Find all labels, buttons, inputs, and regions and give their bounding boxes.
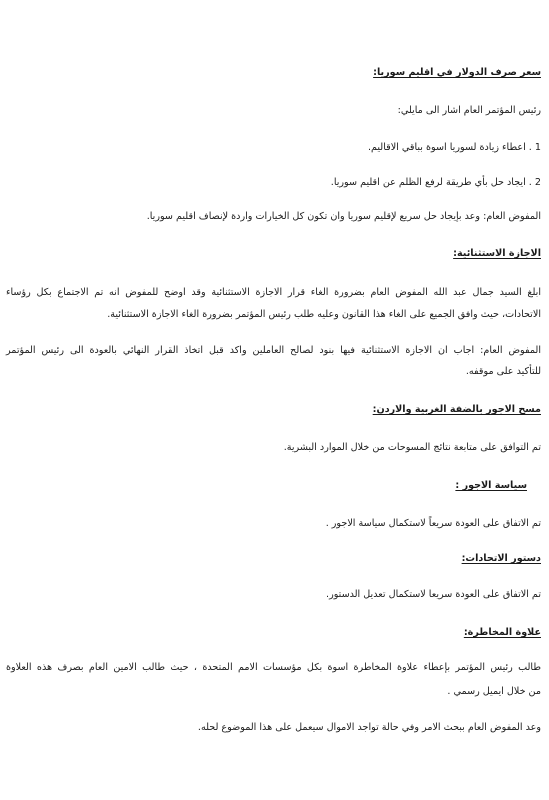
- paragraph-commissioner-answer-line-1: المفوض العام: اجاب ان الاجازة الاستثنائية فيها بنود لصالح العاملين واكد قبل اتخاذ القرار النهائي بالعودة الى رئيس المؤتمر: [6, 345, 541, 356]
- paragraph-unions-constitution: تم الاتفاق على العودة سريعا لاستكمال تعديل الدستور.: [326, 589, 541, 600]
- section-heading-exceptional-leave: الاجازة الاستثنائية:: [453, 248, 541, 259]
- section-heading-wage-survey: مسح الاجور بالضفة الغربية والاردن:: [372, 404, 541, 415]
- paragraph-conference-intro: رئيس المؤتمر العام اشار الى مايلي:: [397, 105, 541, 116]
- paragraph-commissioner-promise: وعد المفوض العام ببحث الامر وفي حالة تواجد الاموال سيعمل على هذا الموضوع لحله.: [197, 722, 541, 733]
- list-item-1: 1 . اعطاء زيادة لسوريا اسوة بباقي الاقاليم.: [367, 142, 541, 153]
- section-heading-wage-policy: سياسة الاجور :: [455, 480, 527, 491]
- paragraph-wage-policy: تم الاتفاق على العودة سريعاً لاستكمال سياسة الاجور .: [325, 518, 541, 529]
- paragraph-commissioner-response: المفوض العام: وعد بإيجاد حل سريع لإقليم سوريا وان تكون كل الخيارات واردة لإنصاف اقليم سوريا.: [146, 211, 541, 222]
- paragraph-leave-line-2: الاتحادات، حيث وافق الجميع على الغاء هذا القانون وعليه طلب رئيس المؤتمر بضرورة الغاء الاجازة الاستثنائية.: [107, 309, 541, 320]
- list-item-2: 2 . ايجاد حل بأي طريقة لرفع الظلم عن اقليم سوريا.: [330, 177, 541, 188]
- paragraph-risk-allowance-line-2: من خلال ايميل رسمي .: [447, 686, 541, 697]
- section-heading-risk-allowance: علاوة المخاطرة:: [463, 627, 541, 638]
- section-heading-dollar-exchange: سعر صرف الدولار في اقليم سوريا:: [373, 67, 541, 78]
- section-heading-unions-constitution: دستور الاتحادات:: [461, 553, 541, 564]
- paragraph-risk-allowance-line-1: طالب رئيس المؤتمر بإعطاء علاوة المخاطرة اسوة بكل مؤسسات الامم المتحدة ، حيث طالب الامين العام بصرف هذه العلاوة: [6, 662, 541, 673]
- paragraph-commissioner-answer-line-2: للتأكيد على موقفه.: [465, 366, 541, 377]
- paragraph-leave-line-1: ابلغ السيد جمال عبد الله المفوض العام بضرورة الغاء قرار الاجازة الاستثنائية وقد اوضح للمفوض انه تم الاجتماع بكل رؤساء: [6, 287, 541, 298]
- paragraph-wage-survey: تم التوافق على متابعة نتائج المسوحات من خلال الموارد البشرية.: [283, 442, 541, 453]
